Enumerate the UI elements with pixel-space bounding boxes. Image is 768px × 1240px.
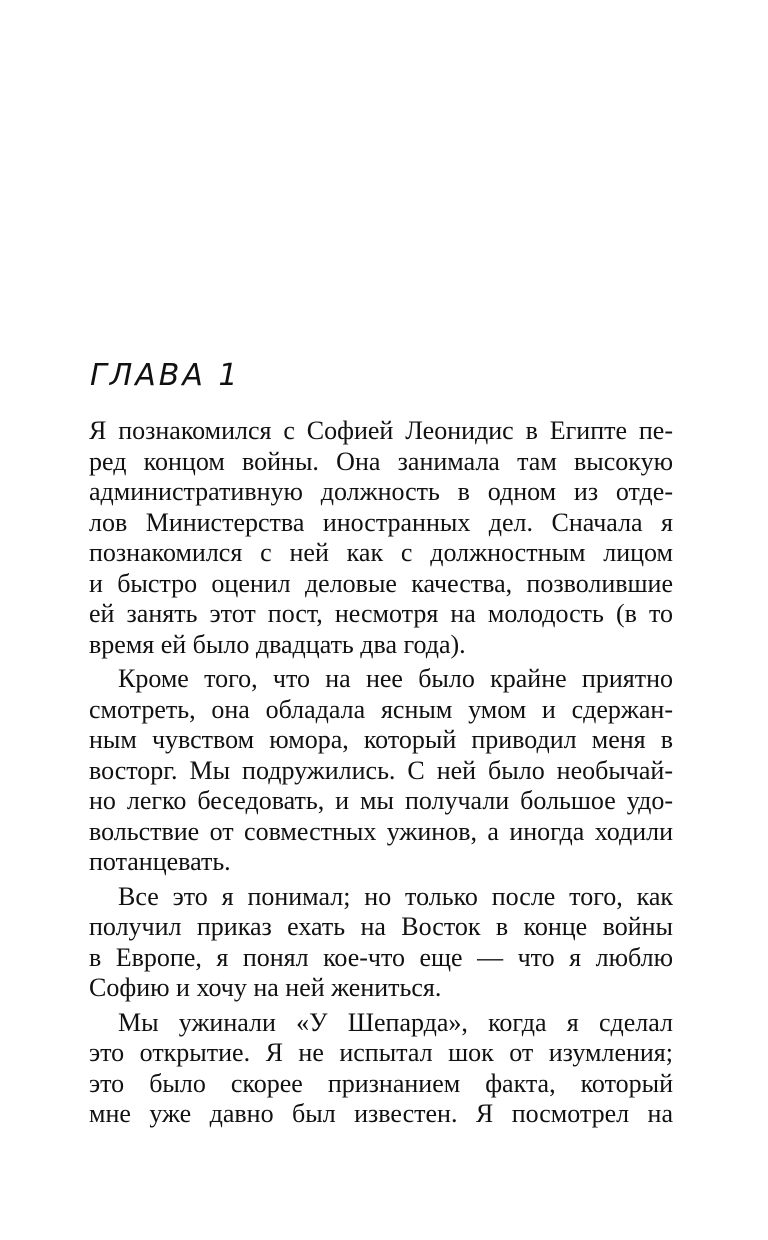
text-line: получил приказ ехать на Восток в конце войны — [89, 912, 673, 941]
text-line: восторг. Мы подружились. С ней было необычай- — [89, 755, 673, 785]
text-line: но легко беседовать, и мы получали большое удо- — [89, 786, 673, 815]
text-line: Мы ужинали «У Шепарда», когда я сделал — [118, 1007, 673, 1037]
text-line: мне уже давно был известен. Я посмотрел на — [89, 1099, 673, 1128]
text-line: смотреть, она обладала ясным умом и сдержан- — [89, 694, 673, 724]
paragraph-2 — [89, 664, 673, 878]
text-line: это открытие. Я не испытал шок от изумления; — [89, 1038, 673, 1067]
text-line: вольствие от совместных ужинов, а иногда ходили — [89, 816, 673, 846]
text-line: Софию и хочу на ней жениться. — [89, 973, 442, 1002]
text-line: ей занять этот пост, несмотря на молодость (в то — [89, 599, 673, 628]
text-line: познакомился с ней как с должностным лицом — [89, 538, 673, 567]
chapter-title: ГЛАВА 1 — [90, 358, 241, 393]
text-line: в Европе, я понял кое-что еще — что я люблю — [89, 942, 673, 972]
text-line: потанцевать. — [89, 847, 231, 876]
text-line: ным чувством юмора, который приводил меня в — [89, 725, 673, 754]
paragraph-3 — [89, 882, 673, 1004]
text-line: и быстро оценил деловые качества, позволившие — [89, 568, 673, 598]
text-line: Я познакомился с Софией Леонидис в Египте пе- — [89, 416, 673, 445]
text-line: это было скорее признанием факта, который — [89, 1068, 673, 1098]
text-line: Все это я понимал; но только после того, как — [118, 881, 673, 911]
paragraph-1 — [89, 416, 673, 660]
text-line: административную должность в одном из отде- — [89, 477, 673, 506]
text-line: лов Министерства иностранных дел. Сначала я — [89, 507, 673, 537]
paragraph-4 — [89, 1008, 673, 1130]
text-line: ред концом войны. Она занимала там высокую — [89, 446, 673, 476]
text-line: время ей было двадцать два года). — [89, 629, 466, 659]
chapter-text — [89, 416, 673, 1130]
text-line: Кроме того, что на нее было крайне приятно — [118, 664, 673, 693]
